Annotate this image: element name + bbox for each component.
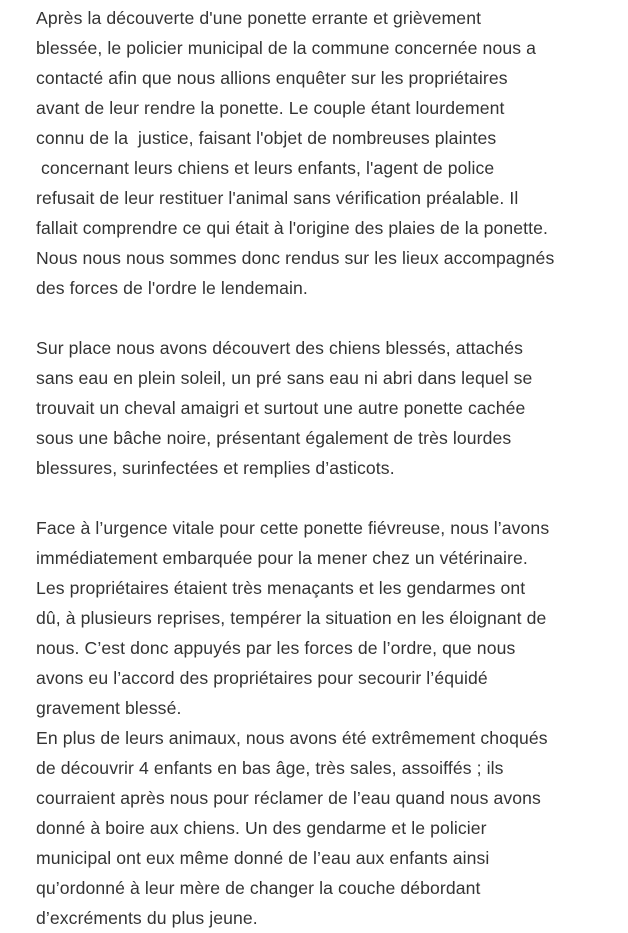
text-line: blessures, surinfectées et remplies d’asticots. (36, 458, 395, 478)
text-line: connu de la justice, faisant l'objet de nombreuses plaintes (36, 128, 497, 148)
text-line: de découvrir 4 enfants en bas âge, très sales, assoiffés ; ils (36, 758, 504, 778)
text-line: donné à boire aux chiens. Un des gendarme et le policier (36, 818, 487, 838)
text-line: gravement blessé. (36, 698, 182, 718)
text-line: En plus de leurs animaux, nous avons été extrêmement choqués (36, 728, 548, 748)
text-line: nous. C’est donc appuyés par les forces de l’ordre, que nous (36, 638, 516, 658)
text-line: municipal ont eux même donné de l’eau aux enfants ainsi (36, 848, 490, 868)
text-line: dû, à plusieurs reprises, tempérer la situation en les éloignant de (36, 608, 547, 628)
text-line: refusait de leur restituer l'animal sans vérification préalable. Il (36, 188, 519, 208)
text-line: d’excréments du plus jeune. (36, 908, 258, 928)
text-line: blessée, le policier municipal de la commune concernée nous a (36, 38, 536, 58)
paragraph-spacer (36, 483, 626, 513)
text-line: Les propriétaires étaient très menaçants et les gendarmes ont (36, 578, 526, 598)
text-line: avant de leur rendre la ponette. Le couple étant lourdement (36, 98, 505, 118)
text-line: Sur place nous avons découvert des chiens blessés, attachés (36, 338, 524, 358)
text-line: trouvait un cheval amaigri et surtout une autre ponette cachée (36, 398, 526, 418)
paragraph-2 (36, 333, 626, 483)
text-line: Face à l’urgence vitale pour cette ponette fiévreuse, nous l’avons (36, 518, 550, 538)
text-line: des forces de l'ordre le lendemain. (36, 278, 308, 298)
text-line: immédiatement embarquée pour la mener chez un vétérinaire. (36, 548, 528, 568)
paragraph-3 (36, 513, 626, 933)
article-body (36, 3, 626, 933)
text-line: fallait comprendre ce qui était à l'origine des plaies de la ponette. (36, 218, 548, 238)
paragraph-spacer (36, 303, 626, 333)
paragraph-1 (36, 3, 626, 303)
text-line: qu’ordonné à leur mère de changer la couche débordant (36, 878, 481, 898)
text-line: concernant leurs chiens et leurs enfants, l'agent de police (36, 158, 495, 178)
text-line: Après la découverte d'une ponette errante et grièvement (36, 8, 482, 28)
text-line: sans eau en plein soleil, un pré sans eau ni abri dans lequel se (36, 368, 533, 388)
text-line: contacté afin que nous allions enquêter sur les propriétaires (36, 68, 508, 88)
text-line: avons eu l’accord des propriétaires pour secourir l’équidé (36, 668, 488, 688)
text-line: courraient après nous pour réclamer de l’eau quand nous avons (36, 788, 541, 808)
text-line: sous une bâche noire, présentant également de très lourdes (36, 428, 512, 448)
text-line: Nous nous nous sommes donc rendus sur les lieux accompagnés (36, 248, 555, 268)
